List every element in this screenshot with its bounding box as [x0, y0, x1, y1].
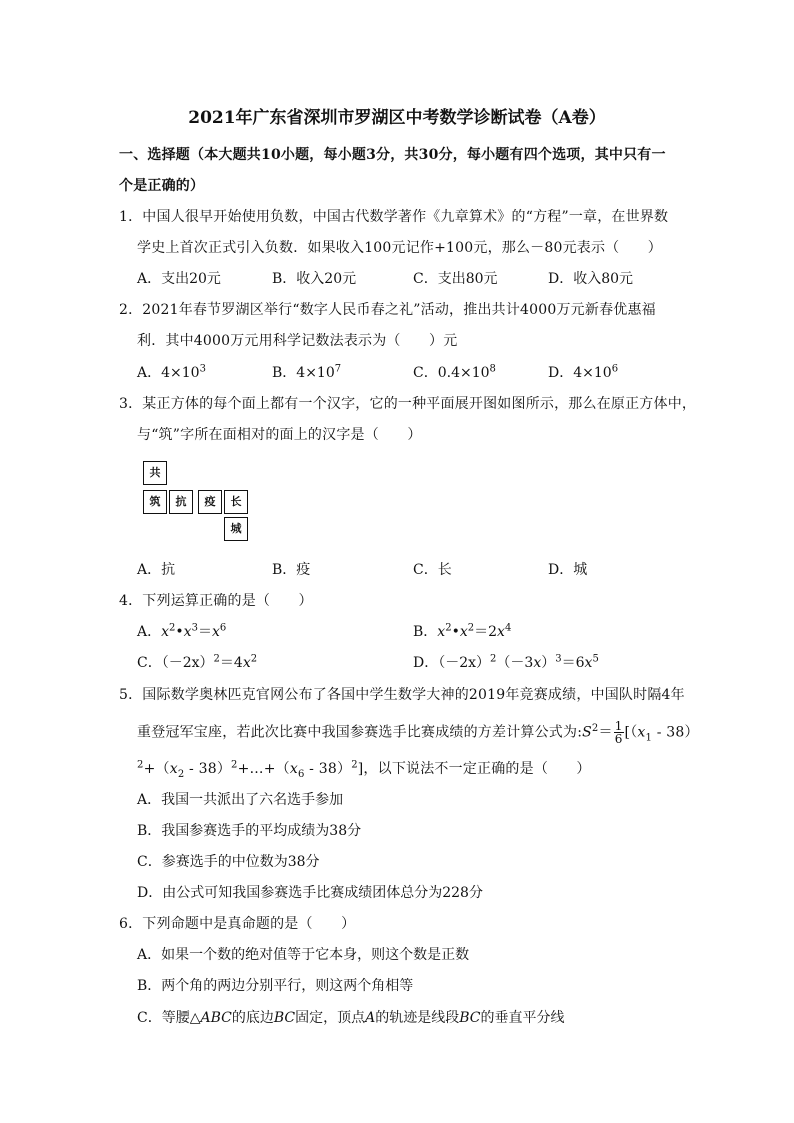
q2-option-c-exp: 8 — [489, 363, 496, 375]
q2-option-c-base: C．0.4×10 — [413, 365, 490, 381]
q3-stem-line1: 3．某正方体的每个面上都有一个汉字，它的一种平面展开图如图所示，那么在原正方体中， — [119, 396, 697, 412]
q6-option-c-abc: ABC — [200, 1010, 232, 1026]
q5-option-b[interactable]: B．我国参赛选手的平均成绩为38分 — [137, 823, 362, 839]
q6-option-c-bc: BC — [273, 1010, 296, 1026]
q3-option-d[interactable]: D．城 — [548, 562, 588, 578]
net-cell-3: 疫 — [198, 490, 222, 514]
fraction-one-sixth: $\frac{1}{6}$ — [614, 719, 623, 746]
q5-stem-line2-text: 重登冠军宝座，若此次比赛中我国参赛选手比赛成绩的方差计算公式为: — [137, 724, 583, 741]
net-cell-bottom: 城 — [224, 517, 248, 541]
page-title: 2021年广东省深圳市罗湖区中考数学诊断试卷（A卷） — [188, 108, 606, 128]
q5-stem-line2: 重登冠军宝座，若此次比赛中我国参赛选手比赛成绩的方差计算公式为$:S^2=$ $\frac{1}{6}$ [$(x_1 - 38)$ — [137, 719, 699, 746]
net-cell-2: 抗 — [169, 490, 193, 514]
q5-option-c[interactable]: C．参赛选手的中位数为38分 — [137, 854, 320, 870]
q2-option-a-exp: 3 — [199, 363, 206, 375]
q4-option-d[interactable]: D．$(-2x)^2(-3x)^3=6x^5$ — [413, 653, 599, 671]
q2-option-a[interactable] — [137, 364, 206, 382]
q5-option-a[interactable]: A．我国一共派出了六名选手参加 — [137, 792, 344, 808]
q1-option-b[interactable]: B．收入20元 — [272, 271, 357, 287]
q2-option-d-exp: 6 — [611, 363, 619, 375]
q5-stem-line3-tail: ，以下说法不一定正确的是（ ） — [363, 761, 591, 777]
q4-option-a-label: A． — [137, 624, 162, 640]
q4-option-c[interactable]: C．$(-2x)^2=4x^2$ — [137, 653, 258, 671]
q1-option-c[interactable]: C．支出80元 — [413, 271, 498, 287]
q2-stem-line2: 利．其中4000万元用科学记数法表示为（ ）元 — [137, 333, 458, 349]
q6-option-b[interactable]: B．两个角的两边分别平行，则这两个角相等 — [137, 978, 414, 994]
q2-option-c[interactable] — [413, 364, 496, 382]
q3-option-b[interactable]: B．疫 — [272, 562, 311, 578]
q4-option-a[interactable]: A．$x^2•x^3=x^6$ — [137, 622, 227, 640]
q3-option-c[interactable]: C．长 — [413, 562, 452, 578]
cube-net-figure — [143, 461, 253, 543]
q6-stem: 6．下列命题中是真命题的是（ ） — [119, 916, 356, 932]
q3-stem-line2: 与“筑”字所在面相对的面上的汉字是（ ） — [137, 427, 422, 443]
q2-stem-line1: 2．2021年春节罗湖区举行“数字人民币春之礼”活动，推出共计4000万元新春优惠福 — [119, 302, 656, 318]
q4-option-b[interactable]: B．$x^2•x^2=2x^4$ — [413, 622, 512, 640]
q6-option-c-a: A — [365, 1010, 376, 1026]
q6-option-c-part3: 固定，顶点 — [295, 1010, 366, 1026]
net-cell-1: 筑 — [143, 490, 167, 514]
q2-option-d-base: D．4×10 — [548, 365, 612, 381]
q1-stem-line1: 1．中国人很早开始使用负数，中国古代数学著作《九章算术》的“方程”一章，在世界数 — [119, 209, 669, 225]
section-heading-line1: 一、选择题（本大题共10小题，每小题3分，共30分，每小题有四个选项，其中只有一 — [119, 147, 666, 163]
q6-option-c-bc2: BC — [459, 1010, 481, 1026]
q2-option-b-exp: 7 — [334, 363, 342, 375]
q5-stem-line3: $^2+(x_2$ - $38)^2+\dots+(x_6 - 38)^2$]，以下说法不一定正确的是（ ） — [137, 759, 591, 780]
net-cell-top: 共 — [143, 461, 167, 485]
q1-option-d[interactable]: D．收入80元 — [548, 271, 634, 287]
q6-option-a[interactable]: A．如果一个数的绝对值等于它本身，则这个数是正数 — [137, 947, 470, 963]
section-heading-line2: 个是正确的） — [119, 178, 205, 194]
q2-option-b[interactable] — [272, 364, 341, 382]
q5-option-d[interactable]: D．由公式可知我国参赛选手比赛成绩团体总分为228分 — [137, 885, 483, 901]
q6-option-c-part4: 的轨迹是线段 — [375, 1010, 460, 1026]
q5-stem-line1: 5．国际数学奥林匹克官网公布了各国中学生数学大神的2019年竞赛成绩，中国队时隔4年 — [119, 687, 685, 703]
q2-option-a-base: A．4×10 — [137, 365, 200, 381]
net-cell-4: 长 — [224, 490, 248, 514]
q6-option-c-part1: C．等腰△ — [137, 1010, 201, 1026]
q1-stem-line2: 学史上首次正式引入负数．如果收入100元记作+100元，那么－80元表示（ ） — [137, 240, 662, 256]
q2-option-b-base: B．4×10 — [272, 365, 335, 381]
q6-option-c-part2: 的底边 — [231, 1010, 274, 1026]
q4-stem: 4．下列运算正确的是（ ） — [119, 593, 313, 609]
q1-option-a[interactable]: A．支出20元 — [137, 271, 221, 287]
q2-option-d[interactable] — [548, 364, 618, 382]
q3-option-a[interactable]: A．抗 — [137, 562, 176, 578]
q4-option-c-label: C．（－2x） — [137, 655, 214, 671]
q4-option-d-label: D．（－2x） — [413, 655, 491, 671]
q4-option-b-label: B． — [413, 624, 438, 640]
q6-option-c-part5: 的垂直平分线 — [480, 1010, 565, 1026]
q6-option-c[interactable] — [137, 1009, 565, 1027]
